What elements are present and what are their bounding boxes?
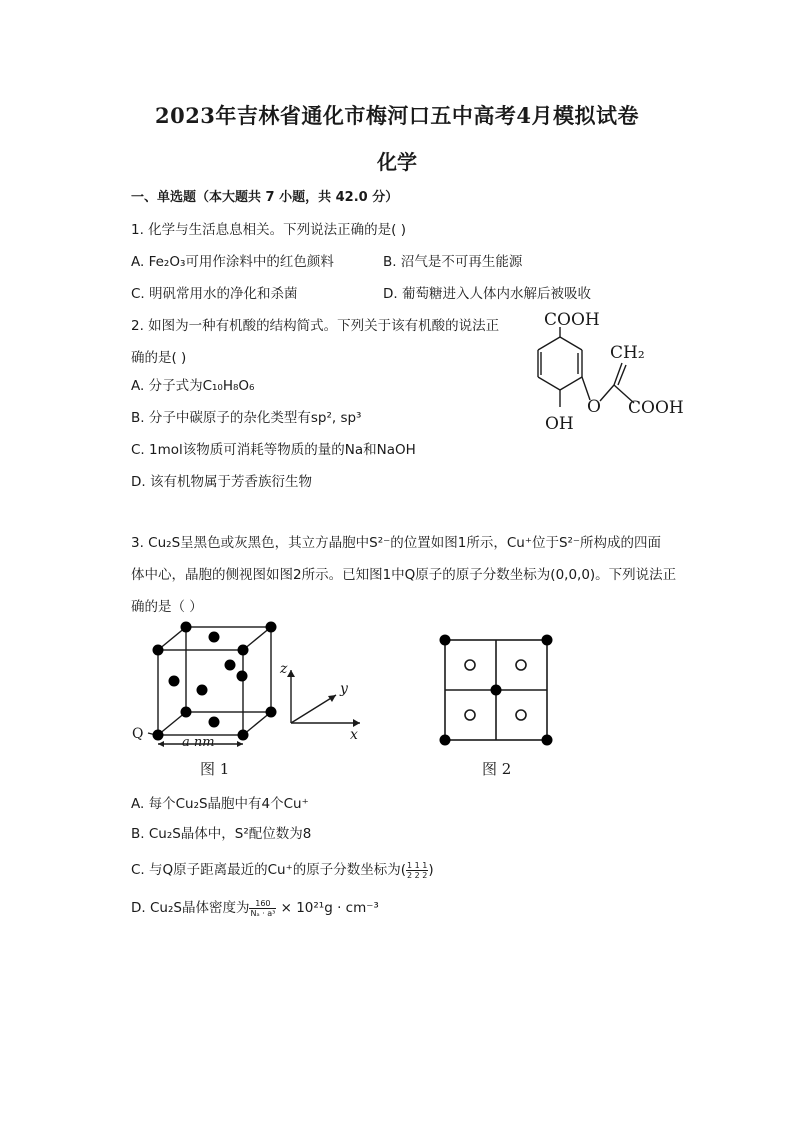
axis-y-label: y — [340, 681, 348, 697]
figure-2-caption: 图 2 — [482, 760, 512, 778]
q1-stem: 1. 化学与生活息息相关。下列说法正确的是( ) — [131, 222, 406, 238]
cell-edge-label: a nm — [182, 735, 215, 750]
section-heading: 一、单选题（本大题共 7 小题，共 42.0 分） — [131, 190, 399, 205]
q3-option-a: A. 每个Cu₂S晶胞中有4个Cu⁺ — [131, 796, 309, 812]
q1-option-a: A. Fe₂O₃可用作涂料中的红色颜料 — [131, 254, 334, 270]
figure-1-crystal-cell — [128, 615, 378, 750]
oh-label: OH — [545, 414, 574, 434]
density-numerator: 160 — [249, 899, 276, 909]
figure-1-caption: 图 1 — [200, 760, 230, 778]
q3-option-d — [131, 896, 379, 918]
q3-stem-line1: 3. Cu₂S呈黑色或灰黑色，其立方晶胞中S²⁻的位置如图1所示，Cu⁺位于S²⁻所构成的四面 — [131, 535, 662, 551]
q2-option-b-prefix: B. 分子中碳原子的杂化类型有 — [131, 410, 311, 426]
q3-stem-line2: 体中心，晶胞的侧视图如图2所示。已知图1中Q原子的原子分数坐标为(0,0,0)。下列说法正 — [131, 567, 677, 583]
q2-option-d: D. 该有机物属于芳香族衍生物 — [131, 474, 312, 490]
q2-option-a-prefix: A. 分子式为 — [131, 378, 203, 394]
ether-o-label: O — [587, 397, 601, 417]
subject-title: 化学 — [377, 150, 417, 174]
q2-stem-line2: 确的是( ) — [131, 350, 187, 366]
q1-option-d: D. 葡萄糖进入人体内水解后被吸收 — [383, 286, 591, 302]
density-denominator: Nₐ · a³ — [250, 908, 276, 918]
q2-option-c: C. 1mol该物质可消耗等物质的量的Na和NaOH — [131, 442, 416, 458]
q3-option-c-prefix: C. 与Q原子距离最近的Cu⁺的原子分数坐标为 — [131, 862, 401, 878]
q2-option-b-hybrid: sp², sp³ — [310, 410, 362, 426]
figure-2-side-view — [435, 630, 560, 750]
organic-acid-structure — [510, 305, 710, 440]
q2-option-a — [131, 374, 254, 394]
q3-option-c: C. 与Q原子距离最近的Cu⁺的原子分数坐标为( $\frac{1 1 1}{2 2 2}$ ) — [131, 860, 434, 880]
axis-z-label: z — [280, 661, 288, 677]
density-suffix: × 10²¹g · cm⁻³ — [280, 900, 379, 916]
q3-option-d-prefix: D. Cu₂S晶体密度为 — [131, 900, 250, 916]
q2-option-a-formula: C₁₀H₈O₆ — [202, 378, 255, 394]
density-fraction — [249, 899, 276, 918]
axis-x-label: x — [350, 727, 358, 743]
q3-option-c-coordinate — [406, 861, 428, 880]
q2-stem-line1: 2. 如图为一种有机酸的结构简式。下列关于该有机酸的说法正 — [131, 318, 500, 334]
cooh-top-label: COOH — [544, 310, 600, 330]
q1-option-b: B. 沼气是不可再生能源 — [383, 254, 523, 270]
q3-option-b: B. Cu₂S晶体中，S²配位数为8 — [131, 826, 312, 842]
cooh-right-label: COOH — [628, 398, 684, 418]
coord-numerators: 1 1 1 — [407, 860, 428, 870]
atom-q-label: Q — [132, 726, 144, 742]
ch2-label: CH₂ — [610, 343, 645, 363]
q3-stem-line3: 确的是（ ） — [131, 599, 203, 615]
q2-option-b — [131, 406, 361, 426]
coord-denominators: 2 2 2 — [407, 870, 428, 880]
q1-option-c: C. 明矾常用水的净化和杀菌 — [131, 286, 298, 302]
exam-title: 2023年吉林省通化市梅河口五中高考4月模拟试卷 — [154, 103, 640, 128]
